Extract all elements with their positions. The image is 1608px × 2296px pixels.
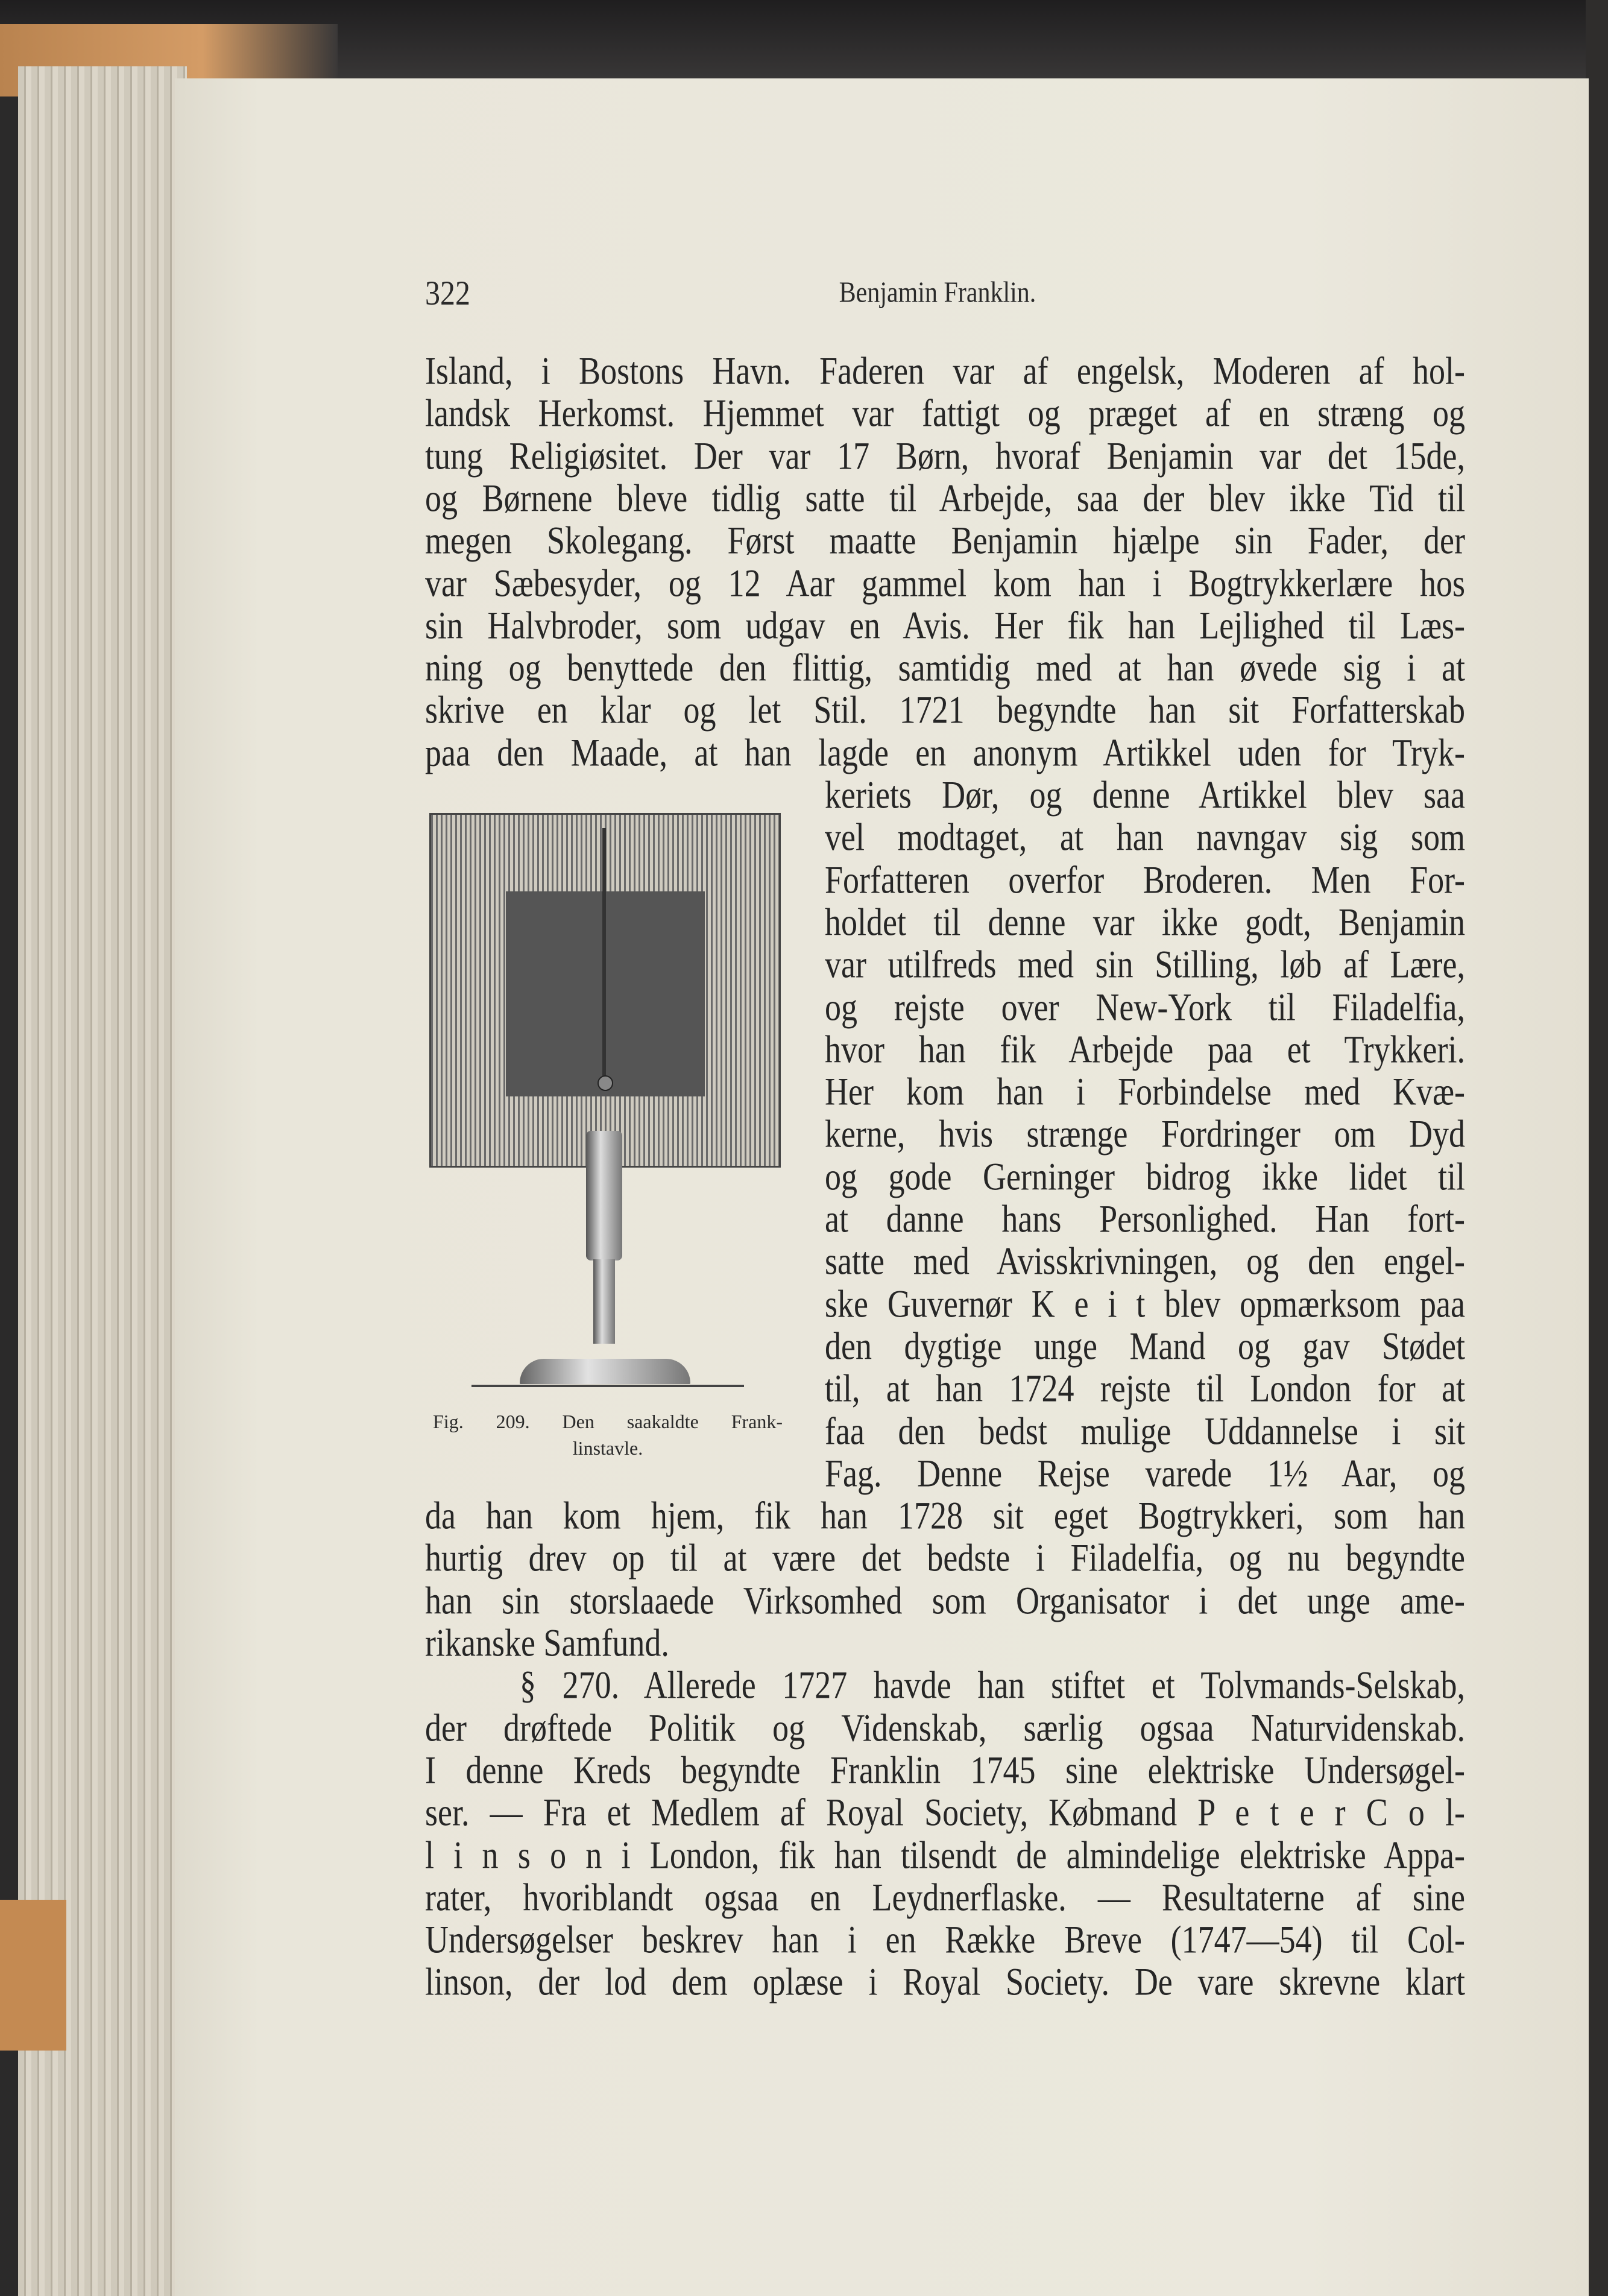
text-line: Her kom han i Forbindelse med Kvæ- [825,1070,1465,1114]
text-line: linson, der lod dem oplæse i Royal Society. De vare skrevne klart [425,1960,1465,2004]
pendulum-ball [597,1075,613,1091]
text-line: til, at han 1724 rejste til London for at [825,1367,1465,1411]
text-line: ske Guvernør K e i t blev opmærksom paa [825,1282,1465,1326]
text-line: rater, hvoriblandt ogsaa en Leydnerflaske. — Resultaterne af sine [425,1875,1465,1919]
text-line: skrive en klar og let Stil. 1721 begyndte han sit Forfatterskab [425,688,1465,732]
text-line: der drøftede Politik og Videnskab, særlig ogsaa Naturvidenskab. [425,1706,1465,1750]
text-line: og gode Gerninger bidrog ikke lidet til [825,1154,1465,1198]
text-line: den dygtige unge Mand og gav Stødet [825,1324,1465,1368]
text-line: og Børnene bleve tidlig satte til Arbejde, saa der blev ikke Tid til [425,476,1465,520]
text-line: I denne Kreds begyndte Franklin 1745 sine elektriske Undersøgel- [425,1748,1465,1792]
text-line: landsk Herkomst. Hjemmet var fattigt og præget af en stræng og [425,391,1465,435]
franklin-board-illustration [429,813,781,1392]
ground-line [471,1385,744,1387]
stand-post [586,1131,622,1260]
striped-board [429,813,781,1168]
text-line: satte med Avisskrivningen, og den engel- [825,1239,1465,1283]
text-line: Undersøgelser beskrev han i en Række Breve (1747—54) til Col- [425,1918,1465,1962]
text-line: Island, i Bostons Havn. Faderen var af engelsk, Moderen af hol- [425,349,1465,393]
text-line: ser. — Fra et Medlem af Royal Society, Købmand P e t e r C o l- [425,1791,1465,1835]
text-line: keriets Dør, og denne Artikkel blev saa [825,773,1465,817]
figure-caption [433,1408,783,1461]
text-line: sin Halvbroder, som udgav en Avis. Her fik han Lejlighed til Læs- [425,603,1465,647]
text-line: og rejste over New-York til Filadelfia, [825,985,1465,1029]
text-line: kerne, hvis strænge Fordringer om Dyd [825,1112,1465,1156]
book-cover-right [1586,0,1608,2296]
pendulum-rod [602,828,606,1081]
text-line: rikanske Samfund. [425,1621,669,1665]
text-line: paa den Maade, at han lagde en anonym Artikkel uden for Tryk- [425,730,1465,774]
caption-line: linstavle. [572,1437,643,1459]
text-line: at danne hans Personlighed. Han fort- [825,1197,1465,1241]
text-line: var Sæbesyder, og 12 Aar gammel kom han i Bogtrykkerlære hos [425,561,1465,605]
text-line: holdet til denne var ikke godt, Benjamin [825,900,1465,944]
text-line: ning og benyttede den flittig, samtidig med at han øvede sig i at [425,646,1465,690]
text-line: da han kom hjem, fik han 1728 sit eget Bogtrykkeri, som han [425,1494,1465,1538]
text-line: Forfatteren overfor Broderen. Men For- [825,858,1465,902]
running-title: Benjamin Franklin. [839,277,1036,309]
text-line: hvor han fik Arbejde paa et Trykkeri. [825,1027,1465,1071]
text-line: § 270. Allerede 1727 havde han stiftet et Tolvmands-Selskab, [520,1663,1465,1707]
caption-line: Fig. 209. Den saakaldte Frank- [433,1411,783,1432]
text-line: tung Religiøsitet. Der var 17 Børn, hvoraf Benjamin var det 15de, [425,434,1465,478]
book-corner-bottom [0,1900,66,2051]
text-line: vel modtaget, at han navngav sig som [825,815,1465,859]
stand-stem [593,1259,615,1344]
text-line: l i n s o n i London, fik han tilsendt de almindelige elektriske Appa- [425,1833,1465,1877]
page-number: 322 [425,273,470,312]
text-line: faa den bedst mulige Uddannelse i sit [825,1409,1465,1453]
stand-base [520,1359,690,1384]
text-line: han sin storslaaede Virksomhed som Organisator i det unge ame- [425,1578,1465,1622]
text-line: Fag. Denne Rejse varede 1½ Aar, og [825,1451,1465,1495]
text-line: var utilfreds med sin Stilling, løb af Lære, [825,943,1465,987]
text-line: megen Skolegang. Først maatte Benjamin hjælpe sin Fader, der [425,519,1465,563]
text-line: hurtig drev op til at være det bedste i Filadelfia, og nu begyndte [425,1536,1465,1580]
